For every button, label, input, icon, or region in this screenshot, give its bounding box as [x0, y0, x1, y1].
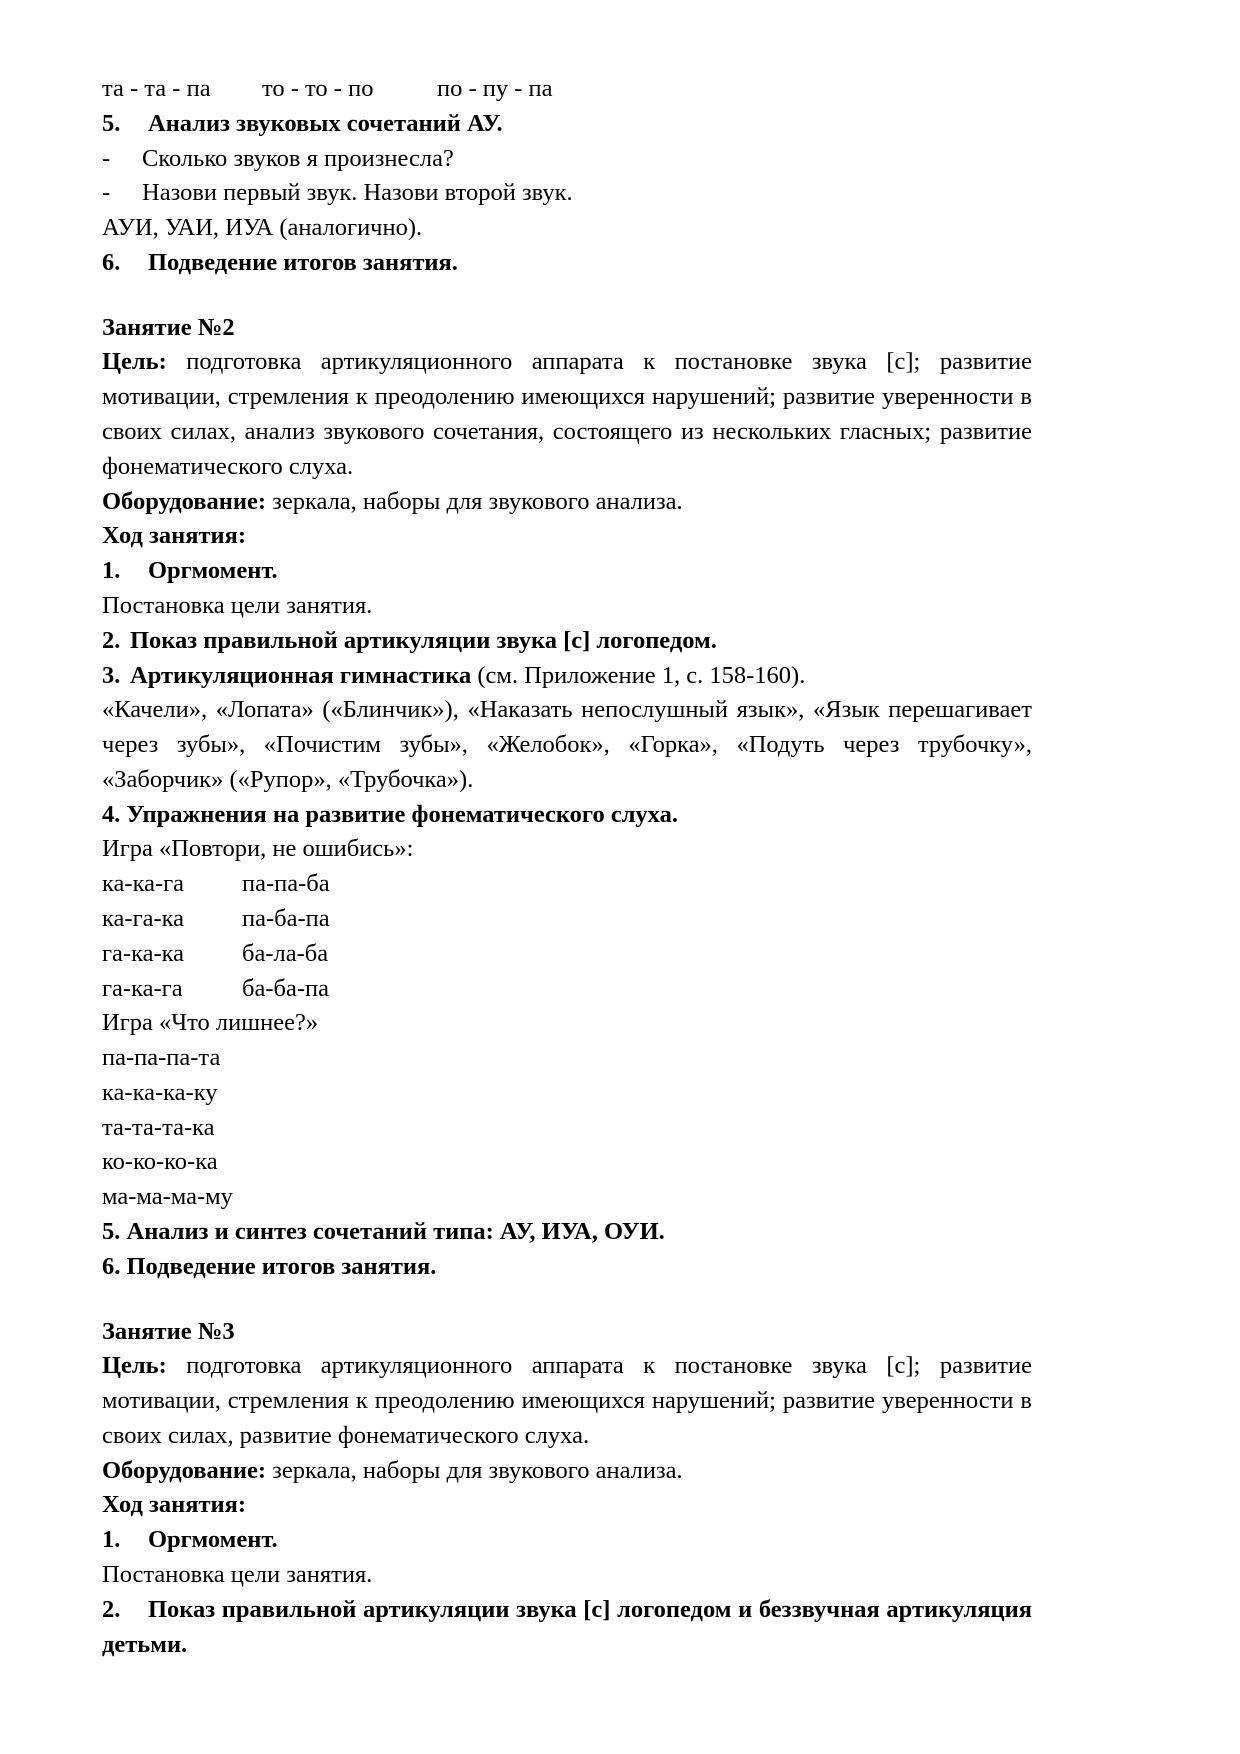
syllable-cell: па-па-ба — [242, 870, 330, 898]
lesson3-item-2-title: Показ правильной артикуляции звука [с] логопедом и беззвучная артикуляция детьми. — [102, 1595, 1032, 1658]
lesson2-item-6 — [102, 1250, 1032, 1285]
lesson2-course-label: Ход занятия: — [102, 522, 247, 550]
lesson1-item-5 — [102, 107, 1032, 142]
lesson2-game2-row-3: та-та-та-ка — [102, 1113, 215, 1141]
lesson3-heading: Занятие №3 — [102, 1317, 235, 1345]
lesson3-item-2-number: 2. — [102, 1595, 121, 1623]
lesson1-bullet-2-marker: - — [102, 179, 111, 207]
lesson2-item-5 — [102, 1215, 1032, 1250]
lesson2-item-4 — [102, 798, 1032, 833]
lesson2-game1-label: Игра «Повтори, не ошибись»: — [102, 835, 414, 863]
lesson2-equipment-label: Оборудование: — [102, 487, 267, 515]
lesson3-course-label: Ход занятия: — [102, 1491, 247, 1519]
lesson2-item-1-text: Постановка цели занятия. — [102, 591, 373, 619]
lesson1-bullet-1-marker: - — [102, 144, 111, 172]
lesson2-equipment-text: зеркала, наборы для звукового анализа. — [266, 487, 683, 515]
lesson2-exercises-text: «Качели», «Лопата» («Блинчик»), «Наказать непослушный язык», «Язык перешагивает через зубы», «Почистим зубы», «Желобок», «Горка», «Подуть через трубочку», «Заборчик» («Рупор», «Трубочка»). — [102, 696, 1032, 793]
lesson3-equipment-label: Оборудование: — [102, 1456, 267, 1484]
lesson2-game1-row-1 — [102, 867, 1032, 902]
lesson2-game1-row-2 — [102, 902, 1032, 937]
lesson1-bullet-1 — [102, 142, 1032, 177]
lesson2-item-1-title: Оргмомент. — [148, 557, 278, 585]
top-syllable-row — [102, 72, 1032, 107]
lesson1-bullet-2-text: Назови первый звук. Назови второй звук. — [142, 179, 573, 207]
syllable-cell: га-ка-ка — [102, 939, 185, 967]
lesson2-item-2-title: Показ правильной артикуляции звука [с] логопедом. — [130, 626, 717, 654]
lesson2-game2-row-1: па-па-па-та — [102, 1044, 221, 1072]
section-spacer — [102, 281, 1032, 311]
lesson2-item-4-number: 4. — [102, 800, 121, 828]
lesson2-item-1-number: 1. — [102, 557, 121, 585]
syllable-cell: ка-ка-га — [102, 870, 185, 898]
lesson2-item-3-title: Артикуляционная гимнастика — [130, 661, 472, 689]
lesson1-item-6-number: 6. — [102, 248, 121, 276]
lesson2-goal-text: подготовка артикуляционного аппарата к постановке звука [с]; развитие мотивации, стремления к преодолению имеющихся нарушений; развитие уверенности в своих силах, анализ звукового сочетания, состоящего из нескольких гласных; развитие фонематического слуха. — [102, 348, 1032, 480]
lesson1-item-6 — [102, 246, 1032, 281]
syllable-group-3: по - пу - па — [437, 75, 553, 102]
lesson2-item-6-number: 6. — [102, 1252, 121, 1280]
syllable-cell: па-ба-па — [242, 904, 330, 932]
lesson2-item-5-number: 5. — [102, 1218, 121, 1245]
lesson2-game2-label: Игра «Что лишнее?» — [102, 1009, 319, 1037]
syllable-group-1: та - та - па — [102, 75, 211, 102]
lesson2-game1-row-3 — [102, 937, 1032, 972]
lesson1-item-6-title: Подведение итогов занятия. — [148, 248, 458, 276]
lesson3-goal-text: подготовка артикуляционного аппарата к постановке звука [с]; развитие мотивации, стремления к преодолению имеющихся нарушений; развитие уверенности в своих силах, развитие фонематического слуха. — [102, 1352, 1032, 1449]
lesson2-item-3-note: (см. Приложение 1, с. 158-160). — [471, 661, 806, 689]
lesson3-goal-label: Цель: — [102, 1352, 167, 1380]
syllable-group-2: то - то - по — [262, 75, 374, 102]
lesson2-item-2 — [102, 624, 1032, 659]
lesson3-item-2 — [102, 1593, 1032, 1663]
lesson2-heading: Занятие №2 — [102, 313, 235, 341]
lesson2-game2-row-5: ма-ма-ма-му — [102, 1183, 233, 1211]
lesson2-goal — [102, 345, 1032, 484]
syllable-cell: га-ка-га — [102, 974, 183, 1002]
lesson2-item-1 — [102, 554, 1032, 589]
lesson2-item-6-title: Подведение итогов занятия. — [126, 1252, 437, 1280]
syllable-cell: ба-ба-па — [242, 974, 329, 1002]
lesson1-item-5-title: Анализ звуковых сочетаний АУ. — [148, 109, 503, 137]
lesson3-item-1-number: 1. — [102, 1526, 121, 1554]
lesson2-goal-label: Цель: — [102, 348, 167, 376]
document-body — [102, 72, 1032, 1662]
section-spacer — [102, 1285, 1032, 1315]
lesson2-equipment — [102, 485, 1032, 520]
lesson3-item-1-title: Оргмомент. — [148, 1526, 278, 1554]
syllable-cell: ка-га-ка — [102, 904, 185, 932]
lesson3-equipment — [102, 1454, 1032, 1489]
lesson1-combos: АУИ, УАИ, ИУА (аналогично). — [102, 214, 423, 242]
lesson1-bullet-1-text: Сколько звуков я произнесла? — [142, 144, 454, 172]
lesson2-item-3 — [102, 659, 1032, 694]
lesson2-game2-row-2: ка-ка-ка-ку — [102, 1078, 218, 1106]
lesson3-item-1-text: Постановка цели занятия. — [102, 1561, 373, 1589]
lesson3-goal — [102, 1349, 1032, 1453]
lesson1-bullet-2 — [102, 176, 1032, 211]
lesson3-item-1 — [102, 1523, 1032, 1558]
lesson2-game2-row-4: ко-ко-ко-ка — [102, 1148, 218, 1176]
lesson2-item-5-title: Анализ и синтез сочетаний типа: АУ, ИУА, ОУИ. — [126, 1218, 665, 1245]
lesson2-item-3-number: 3. — [102, 661, 121, 689]
lesson2-game1-row-4 — [102, 972, 1032, 1007]
syllable-cell: ба-ла-ба — [242, 939, 329, 967]
lesson2-item-2-number: 2. — [102, 626, 121, 654]
lesson2-item-4-title: Упражнения на развитие фонематического слуха. — [126, 800, 678, 828]
lesson3-equipment-text: зеркала, наборы для звукового анализа. — [266, 1456, 683, 1484]
lesson1-item-5-number: 5. — [102, 109, 121, 137]
